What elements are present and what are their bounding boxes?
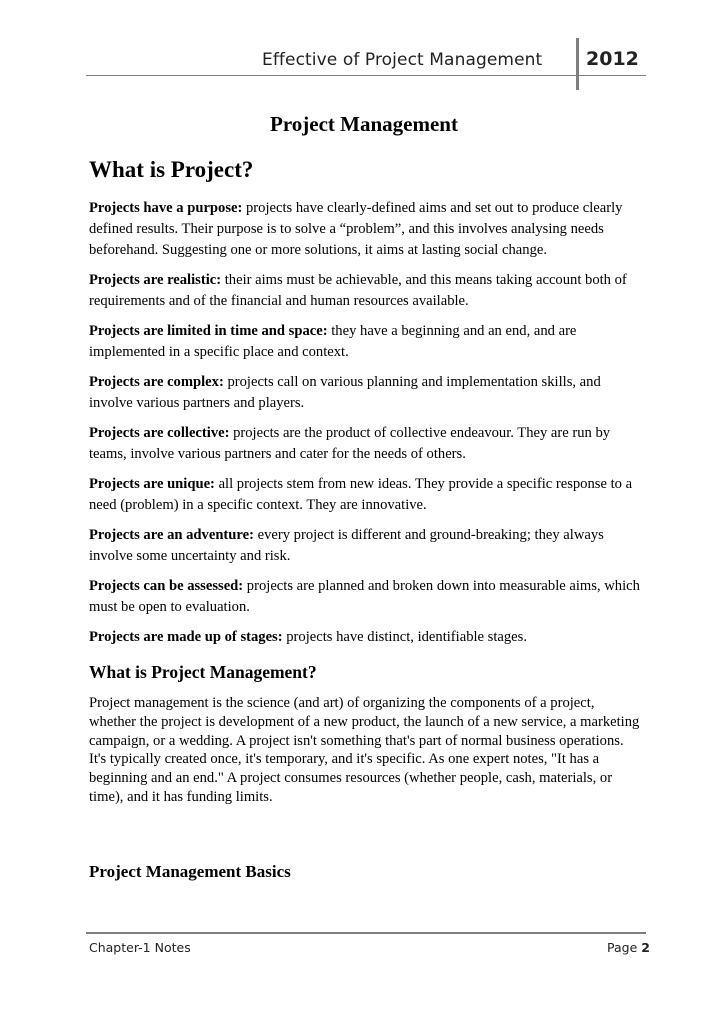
page-title: Project Management (270, 112, 458, 136)
header-divider (576, 38, 579, 90)
page-label: Page (607, 940, 642, 955)
characteristic-text: they have a beginning and an end, and are implemented in a specific place and context. (89, 323, 577, 360)
characteristic-term: Projects are complex: (89, 374, 224, 390)
characteristic-term: Projects are unique: (89, 476, 215, 492)
characteristic-term: Projects are realistic: (89, 272, 222, 288)
characteristic-text: projects are the product of collective endeavour. They are run by teams, involve various partners and cater for the needs of others. (89, 425, 611, 462)
project-characteristic (89, 198, 641, 261)
characteristic-text: their aims must be achievable, and this means taking account both of requirements and of the financial and human resources available. (89, 272, 627, 309)
characteristic-term: Projects are made up of stages: (89, 629, 283, 645)
header-year: 2012 (586, 48, 639, 70)
characteristic-text: projects have clearly-defined aims and set out to produce clearly defined results. Their purpose is to solve a “problem”, and this involves analysing needs beforehand. Suggesting one or more solutions, it aims at lasting social change. (89, 200, 623, 258)
characteristic-text: every project is different and ground-breaking; they always involve some uncertainty and risk. (89, 527, 604, 564)
project-characteristic (89, 372, 641, 414)
project-characteristic (89, 474, 641, 516)
project-characteristic (89, 270, 641, 312)
header-rule (86, 75, 646, 76)
characteristic-term: Projects can be assessed: (89, 578, 244, 594)
document-body (89, 156, 641, 807)
footer-rule (86, 932, 646, 934)
section-heading-what-is-pm: What is Project Management? (89, 662, 317, 682)
characteristic-term: Projects are collective: (89, 425, 230, 441)
footer-chapter: Chapter-1 Notes (89, 940, 191, 955)
project-characteristic (89, 423, 641, 465)
footer-page-number (607, 940, 650, 955)
characteristic-term: Projects are limited in time and space: (89, 323, 328, 339)
characteristic-term: Projects are an adventure: (89, 527, 254, 543)
project-characteristic (89, 525, 641, 567)
characteristic-term: Projects have a purpose: (89, 200, 243, 216)
section-heading-pm-basics: Project Management Basics (89, 862, 291, 881)
project-characteristic (89, 576, 641, 618)
page-number: 2 (641, 940, 650, 955)
project-characteristic (89, 321, 641, 363)
characteristic-text: projects have distinct, identifiable stages. (282, 629, 527, 645)
section-heading-what-is-project: What is Project? (89, 157, 254, 182)
header-title: Effective of Project Management (262, 50, 543, 70)
characteristic-text: all projects stem from new ideas. They provide a specific response to a need (problem) in a specific context. They are innovative. (89, 476, 633, 513)
characteristic-text: projects are planned and broken down into measurable aims, which must be open to evaluation. (89, 578, 640, 615)
pm-definition-paragraph: Project management is the science (and art) of organizing the components of a project, whether the project is development of a new product, the launch of a new service, a marketing campaign, or a wedding. A project isn't something that's part of normal business operations. It's typically created once, it's temporary, and it's specific. As one expert notes, "It has a beginning and an end." A project consumes resources (whether people, cash, materials, or time), and it has funding limits. (89, 695, 640, 805)
project-characteristic (89, 627, 641, 648)
characteristic-text: projects call on various planning and implementation skills, and involve various partners and players. (89, 374, 601, 411)
